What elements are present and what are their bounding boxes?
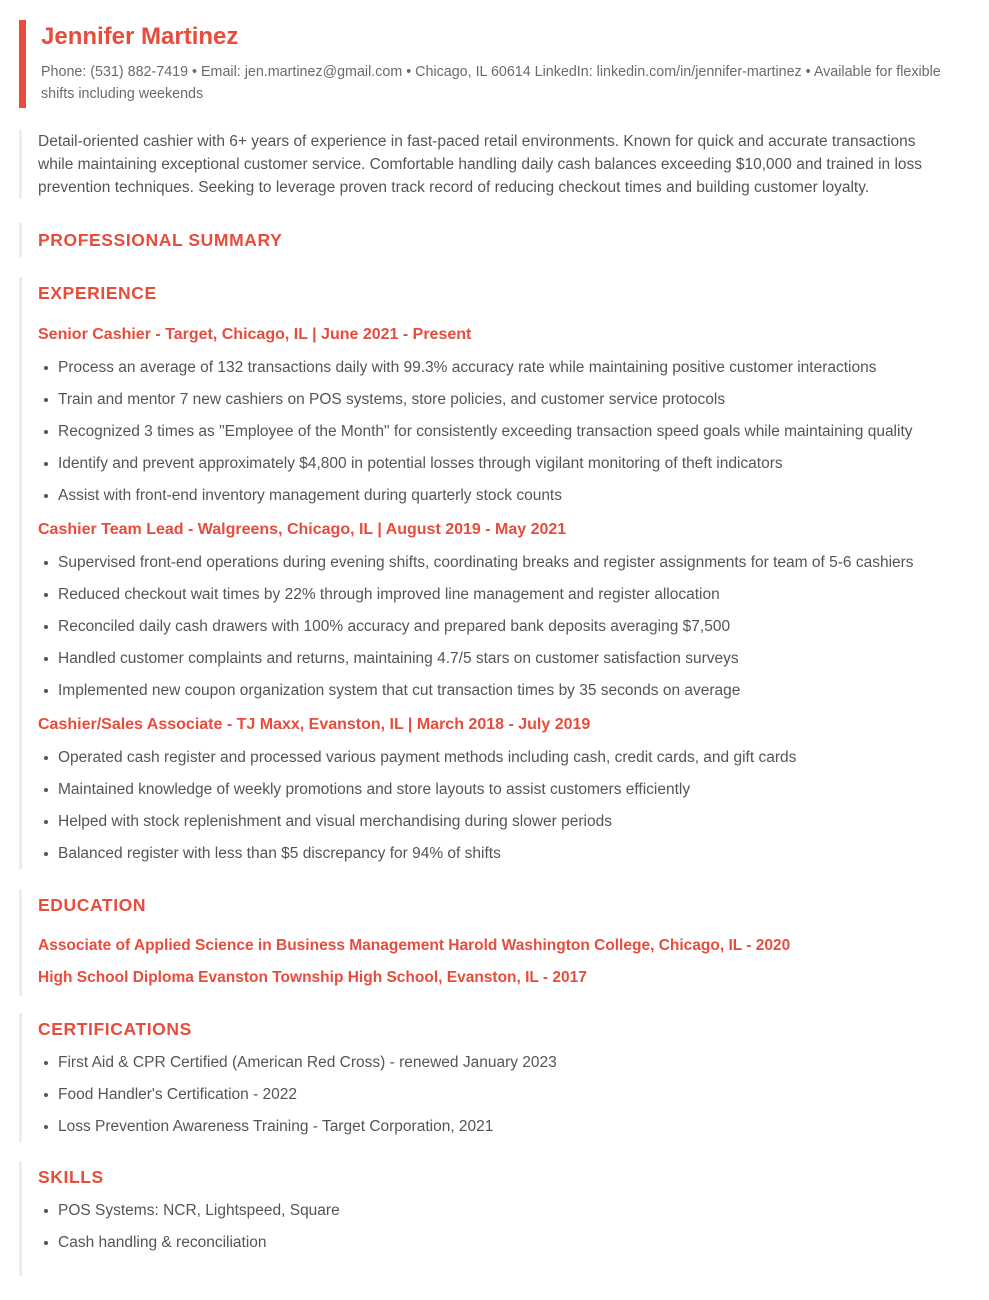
professional-summary-heading: PROFESSIONAL SUMMARY: [38, 229, 283, 250]
certification-item: Food Handler's Certification - 2022: [58, 1086, 943, 1104]
job-bullets: [38, 554, 943, 700]
skill-item: POS Systems: NCR, Lightspeed, Square: [58, 1202, 943, 1220]
certification-item: First Aid & CPR Certified (American Red Cross) - renewed January 2023: [58, 1054, 943, 1072]
contact-line: Phone: (531) 882-7419 • Email: jen.martinez@gmail.com • Chicago, IL 60614 LinkedIn: linkedin.com/in/jennifer-martinez • Available for flexible shifts including weekends: [41, 63, 941, 102]
skills-list: [38, 1202, 943, 1252]
job-bullet: Recognized 3 times as "Employee of the Month" for consistently exceeding transaction speed goals while maintaining quality: [58, 423, 943, 441]
experience-heading: EXPERIENCE: [38, 282, 157, 303]
job-bullets: [38, 359, 943, 505]
job-bullet: Handled customer complaints and returns, maintaining 4.7/5 stars on customer satisfaction surveys: [58, 650, 943, 668]
job-title: Senior Cashier - Target, Chicago, IL | June 2021 - Present: [38, 325, 472, 343]
section-education: [19, 889, 961, 996]
job-bullet: Operated cash register and processed various payment methods including cash, credit cards, and gift cards: [58, 749, 943, 767]
candidate-name: Jennifer Martinez: [41, 23, 239, 50]
education-item: High School Diploma Evanston Township High School, Evanston, IL - 2017: [38, 968, 587, 986]
summary-paragraph-block: [19, 130, 961, 199]
job-bullet: Process an average of 132 transactions daily with 99.3% accuracy rate while maintaining positive customer interactions: [58, 359, 943, 377]
education-item: Associate of Applied Science in Business Management Harold Washington College, Chicago, IL - 2020: [38, 936, 791, 954]
job-bullet: Reconciled daily cash drawers with 100% accuracy and prepared bank deposits averaging $7,500: [58, 618, 943, 636]
section-experience: [19, 277, 961, 869]
certification-item: Loss Prevention Awareness Training - Target Corporation, 2021: [58, 1118, 943, 1136]
summary-text: Detail-oriented cashier with 6+ years of experience in fast-paced retail environments. Known for quick and accurate transactions while maintaining exceptional customer service. Comfortable handling daily cash balances exceeding $10,000 and trained in loss prevention techniques. Seeking to leverage proven track record of reducing checkout times and building customer loyalty.: [38, 132, 923, 196]
job-title: Cashier/Sales Associate - TJ Maxx, Evanston, IL | March 2018 - July 2019: [38, 715, 591, 733]
job-bullet: Identify and prevent approximately $4,800 in potential losses through vigilant monitoring of theft indicators: [58, 455, 943, 473]
job-bullet: Balanced register with less than $5 discrepancy for 94% of shifts: [58, 845, 943, 863]
skill-item: Cash handling & reconciliation: [58, 1234, 943, 1252]
job-bullet: Supervised front-end operations during evening shifts, coordinating breaks and register assignments for team of 5-6 cashiers: [58, 554, 943, 572]
section-skills: [19, 1161, 961, 1276]
resume-header: [19, 20, 961, 108]
job-bullet: Helped with stock replenishment and visual merchandising during slower periods: [58, 813, 943, 831]
skills-heading: SKILLS: [38, 1166, 104, 1187]
job-title: Cashier Team Lead - Walgreens, Chicago, IL | August 2019 - May 2021: [38, 520, 567, 538]
certifications-list: [38, 1054, 943, 1136]
section-professional-summary: [19, 223, 961, 258]
job-bullet: Assist with front-end inventory management during quarterly stock counts: [58, 487, 943, 505]
education-heading: EDUCATION: [38, 894, 147, 915]
job-bullet: Train and mentor 7 new cashiers on POS systems, store policies, and customer service protocols: [58, 391, 943, 409]
job-bullet: Implemented new coupon organization system that cut transaction times by 35 seconds on average: [58, 682, 943, 700]
job-bullets: [38, 749, 943, 863]
certifications-heading: CERTIFICATIONS: [38, 1018, 192, 1039]
job-bullet: Maintained knowledge of weekly promotions and store layouts to assist customers efficiently: [58, 781, 943, 799]
section-certifications: [19, 1013, 961, 1142]
job-bullet: Reduced checkout wait times by 22% through improved line management and register allocation: [58, 586, 943, 604]
